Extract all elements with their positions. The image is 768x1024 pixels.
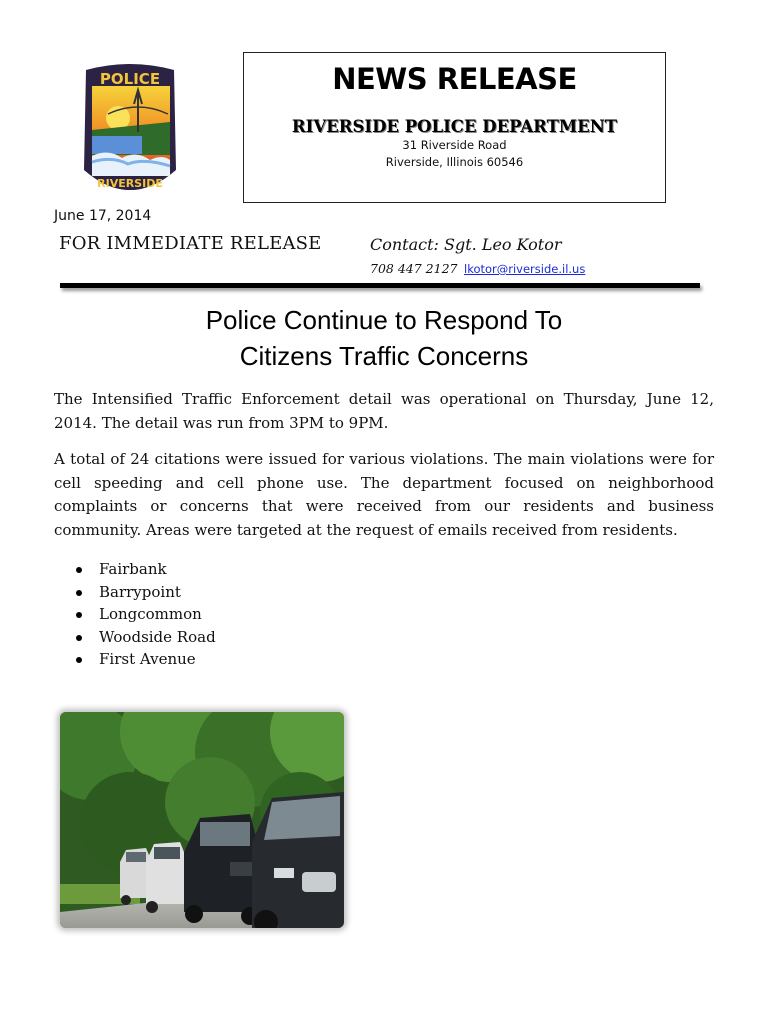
release-date: June 17, 2014	[54, 208, 152, 224]
article-headline	[0, 302, 768, 374]
headline-line-1: Police Continue to Respond To	[205, 305, 563, 335]
list-item: First Avenue	[74, 648, 216, 671]
immediate-release-label: FOR IMMEDIATE RELEASE	[59, 233, 322, 254]
address-line-1: 31 Riverside Road	[402, 138, 507, 152]
badge-bottom-text: RIVERSIDE	[97, 177, 163, 190]
department-name: RIVERSIDE POLICE DEPARTMENT	[291, 117, 618, 136]
contact-name: Contact: Sgt. Leo Kotor	[370, 235, 562, 254]
address-line-2: Riverside, Illinois 60546	[385, 155, 524, 169]
list-item: Woodside Road	[74, 626, 216, 649]
badge-top-text: POLICE	[99, 70, 161, 88]
police-cars-photo	[60, 712, 344, 928]
news-release-header	[243, 52, 666, 203]
list-item: Fairbank	[74, 558, 216, 581]
list-item: Barrypoint	[74, 581, 216, 604]
photo-illustration	[60, 712, 344, 928]
header-divider	[60, 283, 700, 288]
contact-phone: 708 447 2127	[370, 261, 458, 276]
contact-email-link[interactable]: lkotor@riverside.il.us	[464, 262, 586, 276]
article-paragraph-2: A total of 24 citations were issued for various violations. The main violations were for cell speeding and cell phone use. The department focused on neighborhood complaints or concerns that were received from our residents and business community. Areas were targeted at the request of emails received from residents.	[54, 450, 714, 539]
headline-line-2: Citizens Traffic Concerns	[239, 341, 529, 371]
news-release-title: NEWS RELEASE	[332, 62, 577, 96]
targeted-areas-list	[74, 558, 216, 671]
police-badge-logo	[78, 60, 182, 202]
list-item: Longcommon	[74, 603, 216, 626]
article-paragraph-1: The Intensified Traffic Enforcement detail was operational on Thursday, June 12, 2014. The detail was run from 3PM to 9PM.	[54, 390, 714, 432]
